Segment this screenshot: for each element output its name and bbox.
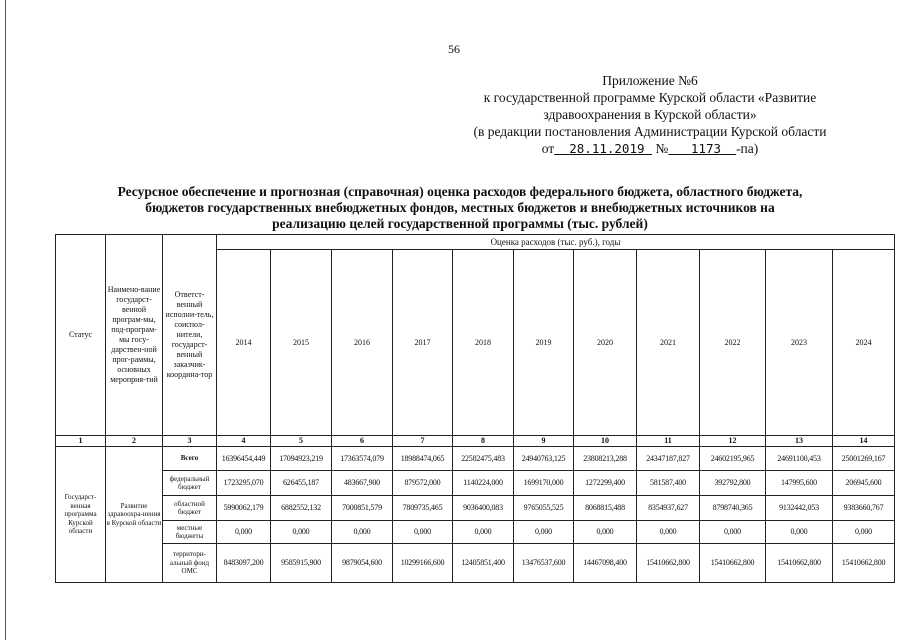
column-number: 14 — [833, 436, 895, 447]
table-row — [56, 544, 895, 583]
expense-value: 8483097,200 — [217, 544, 271, 583]
expense-value: 8354937,627 — [637, 496, 700, 521]
column-numbers-row — [56, 436, 895, 447]
expense-value: 0,000 — [393, 521, 453, 544]
header-year: 2020 — [574, 250, 637, 436]
appendix-from-label: от — [541, 141, 555, 156]
expense-value: 24602195,965 — [700, 447, 766, 471]
expense-value: 15410662,800 — [700, 544, 766, 583]
expense-value: 14467098,400 — [574, 544, 637, 583]
expense-value: 6882552,132 — [271, 496, 332, 521]
expense-value: 483667,900 — [332, 471, 393, 496]
header-year: 2019 — [514, 250, 574, 436]
program-name-cell: Развитие здравоохра-нения в Курской области — [106, 447, 163, 583]
expense-value: 22582475,483 — [453, 447, 514, 471]
column-number: 1 — [56, 436, 106, 447]
header-year: 2016 — [332, 250, 393, 436]
table-row — [56, 471, 895, 496]
expense-value: 24940763,125 — [514, 447, 574, 471]
header-estimate: Оценка расходов (тыс. руб.), годы — [217, 235, 895, 250]
appendix-line-1: Приложение №6 — [602, 73, 698, 88]
resolution-date — [554, 141, 652, 156]
expense-value: 15410662,800 — [833, 544, 895, 583]
column-number: 9 — [514, 436, 574, 447]
appendix-block — [420, 72, 880, 157]
appendix-number-label: № — [655, 141, 669, 156]
column-number: 12 — [700, 436, 766, 447]
expense-value: 9036400,083 — [453, 496, 514, 521]
funding-source-label: территори-альный фонд ОМС — [163, 544, 217, 583]
header-year: 2015 — [271, 250, 332, 436]
column-number: 11 — [637, 436, 700, 447]
expense-value: 0,000 — [833, 521, 895, 544]
expense-value: 0,000 — [271, 521, 332, 544]
expense-value: 0,000 — [766, 521, 833, 544]
header-status: Статус — [56, 235, 106, 436]
table-row — [56, 521, 895, 544]
resolution-number — [668, 141, 736, 156]
header-year: 2018 — [453, 250, 514, 436]
expense-value: 9765055,525 — [514, 496, 574, 521]
page-number: 56 — [448, 42, 460, 56]
expense-value: 7809735,465 — [393, 496, 453, 521]
expense-value: 0,000 — [700, 521, 766, 544]
appendix-line-5 — [420, 140, 880, 157]
header-responsible: Ответст-венный исполни-тель, соиспол-нители, государст-венный заказчик-координа-тор — [163, 235, 217, 436]
appendix-line-3: здравоохранения в Курской области» — [543, 107, 757, 122]
column-number: 4 — [217, 436, 271, 447]
expense-value: 392792,800 — [700, 471, 766, 496]
expense-value: 0,000 — [453, 521, 514, 544]
expense-value: 147995,600 — [766, 471, 833, 496]
expense-value: 24691100,453 — [766, 447, 833, 471]
resolution-number-value: 1173 — [690, 141, 721, 156]
expense-value: 7000851,579 — [332, 496, 393, 521]
column-number: 8 — [453, 436, 514, 447]
expense-value: 18988474,065 — [393, 447, 453, 471]
expense-value: 0,000 — [574, 521, 637, 544]
expense-value: 17094923,219 — [271, 447, 332, 471]
header-program-name: Наимено-вание государст-венной програм-мы, под-програм-мы госу-дарствен-ной прог-раммы, основных мероприя-тий — [106, 235, 163, 436]
expense-value: 8798740,365 — [700, 496, 766, 521]
header-year: 2022 — [700, 250, 766, 436]
expense-value: 15410662,800 — [766, 544, 833, 583]
column-number: 10 — [574, 436, 637, 447]
expense-value: 10299166,600 — [393, 544, 453, 583]
expense-value: 25001269,167 — [833, 447, 895, 471]
page-edge-line — [5, 0, 6, 640]
table-body — [56, 447, 895, 583]
column-number: 2 — [106, 436, 163, 447]
expense-value: 879572,000 — [393, 471, 453, 496]
expense-value: 16396454,449 — [217, 447, 271, 471]
expense-value: 24347187,827 — [637, 447, 700, 471]
table-row — [56, 447, 895, 471]
status-cell: Государст-венная программа Курской области — [56, 447, 106, 583]
document-title — [40, 184, 880, 232]
header-year: 2017 — [393, 250, 453, 436]
expense-value: 0,000 — [514, 521, 574, 544]
funding-source-label: федеральный бюджет — [163, 471, 217, 496]
column-number: 13 — [766, 436, 833, 447]
header-year: 2023 — [766, 250, 833, 436]
expense-value: 23808213,288 — [574, 447, 637, 471]
title-line-1: Ресурсное обеспечение и прогнозная (справочная) оценка расходов федерального бюджета, областного бюджета, — [117, 184, 803, 199]
table-row — [56, 496, 895, 521]
expense-value: 12405851,400 — [453, 544, 514, 583]
expense-value: 5990062,179 — [217, 496, 271, 521]
title-line-3: реализацию целей государственной программы (тыс. рублей) — [272, 216, 648, 231]
expense-value: 1140224,000 — [453, 471, 514, 496]
header-year: 2014 — [217, 250, 271, 436]
expenditure-table — [55, 234, 895, 583]
expense-value: 0,000 — [217, 521, 271, 544]
title-line-2: бюджетов государственных внебюджетных фондов, местных бюджетов и внебюджетных источников на — [145, 200, 775, 215]
expense-value: 581587,400 — [637, 471, 700, 496]
expense-value: 626455,187 — [271, 471, 332, 496]
resolution-date-value: 28.11.2019 — [569, 141, 645, 156]
expense-value: 9383660,767 — [833, 496, 895, 521]
expense-value: 0,000 — [332, 521, 393, 544]
expense-value: 9879054,600 — [332, 544, 393, 583]
column-number: 6 — [332, 436, 393, 447]
expense-value: 1723295,070 — [217, 471, 271, 496]
expense-value: 206945,600 — [833, 471, 895, 496]
expense-value: 1272299,400 — [574, 471, 637, 496]
appendix-suffix: -па) — [736, 141, 759, 156]
expense-value: 15410662,800 — [637, 544, 700, 583]
column-number: 5 — [271, 436, 332, 447]
funding-source-label: областной бюджет — [163, 496, 217, 521]
appendix-line-2: к государственной программе Курской области «Развитие — [483, 90, 817, 105]
column-number: 7 — [393, 436, 453, 447]
header-year: 2024 — [833, 250, 895, 436]
expense-value: 13476537,600 — [514, 544, 574, 583]
expense-value: 17363574,079 — [332, 447, 393, 471]
funding-source-label: Всего — [163, 447, 217, 471]
expense-value: 9585915,900 — [271, 544, 332, 583]
funding-source-label: местные бюджеты — [163, 521, 217, 544]
header-year: 2021 — [637, 250, 700, 436]
expense-value: 0,000 — [637, 521, 700, 544]
expense-value: 1699170,000 — [514, 471, 574, 496]
column-number: 3 — [163, 436, 217, 447]
appendix-line-4: (в редакции постановления Администрации Курской области — [473, 124, 827, 139]
expense-value: 8068815,488 — [574, 496, 637, 521]
expense-value: 9132442,053 — [766, 496, 833, 521]
